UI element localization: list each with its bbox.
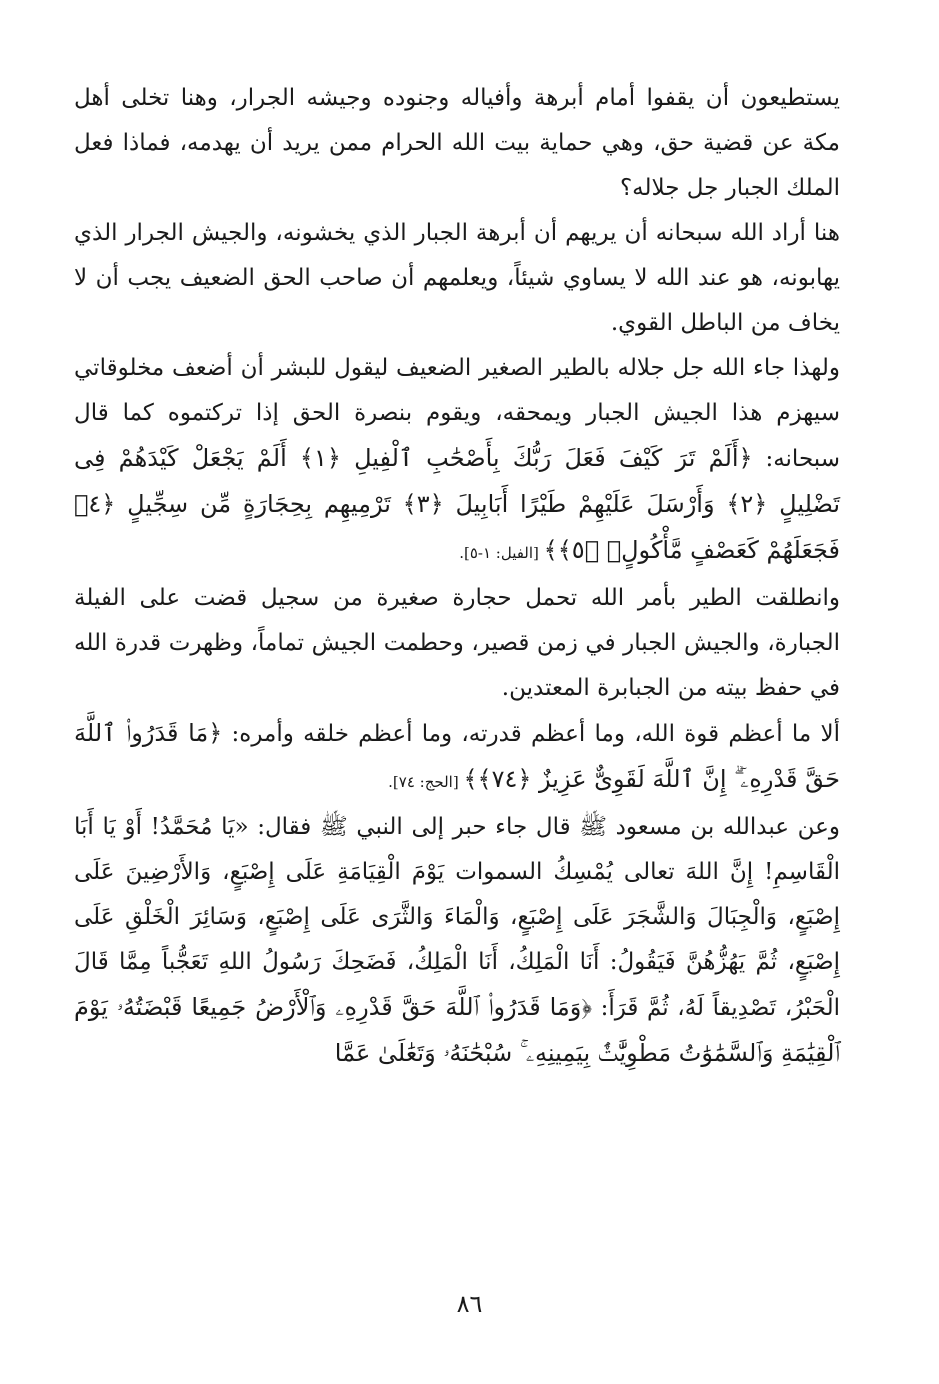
- verse-reference: [الحج: ٧٤].: [388, 773, 464, 791]
- body-text: يستطيعون أن يقفوا أمام أبرهة وأفياله وجنوده وجيشه الجرار، وهنا تخلى أهل مكة عن قضية حق، وهي حماية بيت الله الحرام ممن يريد أن يهدمه، فماذا فعل الملك الجبار جل جلاله؟: [74, 85, 840, 201]
- paragraph: [74, 711, 840, 805]
- hadith-text: وعن عبدالله بن مسعود ﷺ قال جاء حبر إلى النبي ﷺ فقال: «يَا مُحَمَّدُ! أَوْ يَا أَبَا الْقَاسِمِ! إِنَّ اللهَ تعالى يُمْسِكُ السموات يَوْمَ الْقِيَامَةِ عَلَى إِصْبَعٍ، وَالأَرْضِينَ عَلَى إِصْبَعٍ، وَالْجِبَالَ وَالشَّجَرَ عَلَى إِصْبَعٍ، وَالْمَاءَ وَالثَّرَى عَلَى إِصْبَعٍ، وَسَائِرَ الْخَلْقِ عَلَى إِصْبَعٍ، ثُمَّ يَهُزُّهُنَّ فَيَقُولُ: أَنَا الْمَلِكُ، أَنَا الْمَلِكُ، فَضَحِكَ رَسُولُ اللهِ تَعَجُّباً مِمَّا قَالَ الْحَبْرُ، تَصْدِيقاً لَهُ، ثُمَّ قَرَأَ:: [74, 814, 840, 1021]
- paragraph: [74, 346, 840, 576]
- quran-verse: ﴿وَمَا قَدَرُوا۟ ٱللَّهَ حَقَّ قَدْرِهِۦ وَٱلْأَرْضُ جَمِيعًا قَبْضَتُهُۥ يَوْمَ ٱلْقِيَٰمَةِ وَٱلسَّمَٰوَٰتُ مَطْوِيَّٰتٌۢ بِيَمِينِهِۦ ۚ سُبْحَٰنَهُۥ وَتَعَٰلَىٰ عَمَّا: [74, 993, 840, 1067]
- paragraph: [74, 76, 840, 211]
- paragraph: [74, 805, 840, 1077]
- body-text: ألا ما أعظم قوة الله، وما أعظم قدرته، وما أعظم خلقه وأمره:: [222, 721, 841, 747]
- quran-verse: ﴿مَا قَدَرُوا۟ ٱللَّهَ حَقَّ قَدْرِهِۦٓ ۗ إِنَّ ٱللَّهَ لَقَوِىٌّ عَزِيزٌ ﴿٧٤﴾﴾: [74, 719, 840, 793]
- body-text: وانطلقت الطير بأمر الله تحمل حجارة صغيرة من سجيل قضت على الفيلة الجبارة، والجيش الجبار في زمن قصير، وحطمت الجيش تماماً، وظهرت قدرة الله في حفظ بيته من الجبابرة المعتدين.: [74, 585, 840, 701]
- page-number: ٨٦: [456, 1290, 483, 1318]
- paragraph: [74, 576, 840, 711]
- body-text: ولهذا جاء الله جل جلاله بالطير الصغير الضعيف ليقول للبشر أن أضعف مخلوقاتي سيهزم هذا الجيش الجبار ويمحقه، ويقوم بنصرة الحق إذا تركتموه كما قال سبحانه:: [74, 355, 841, 472]
- body-text: هنا أراد الله سبحانه أن يريهم أن أبرهة الجبار الذي يخشونه، والجيش الجرار الذي يهابونه، هو عند الله لا يساوي شيئاً، ويعلمهم أن صاحب الحق الضعيف يجب أن لا يخاف من الباطل القوي.: [74, 220, 840, 336]
- page-body: [74, 76, 840, 1077]
- paragraph: [74, 211, 840, 346]
- quran-verse: ﴿أَلَمْ تَرَ كَيْفَ فَعَلَ رَبُّكَ بِأَصْحَٰبِ ٱلْفِيلِ ﴿١﴾ أَلَمْ يَجْعَلْ كَيْدَهُمْ فِى تَضْلِيلٍ ﴿٢﴾ وَأَرْسَلَ عَلَيْهِمْ طَيْرًا أَبَابِيلَ ﴿٣﴾ تَرْمِيهِم بِحِجَارَةٍ مِّن سِجِّيلٍ ﴿٤﴾ فَجَعَلَهُمْ كَعَصْفٍ مَّأْكُولٍۭ ﴿٥﴾﴾: [74, 444, 841, 564]
- verse-reference: [الفيل: ١-٥].: [459, 544, 544, 562]
